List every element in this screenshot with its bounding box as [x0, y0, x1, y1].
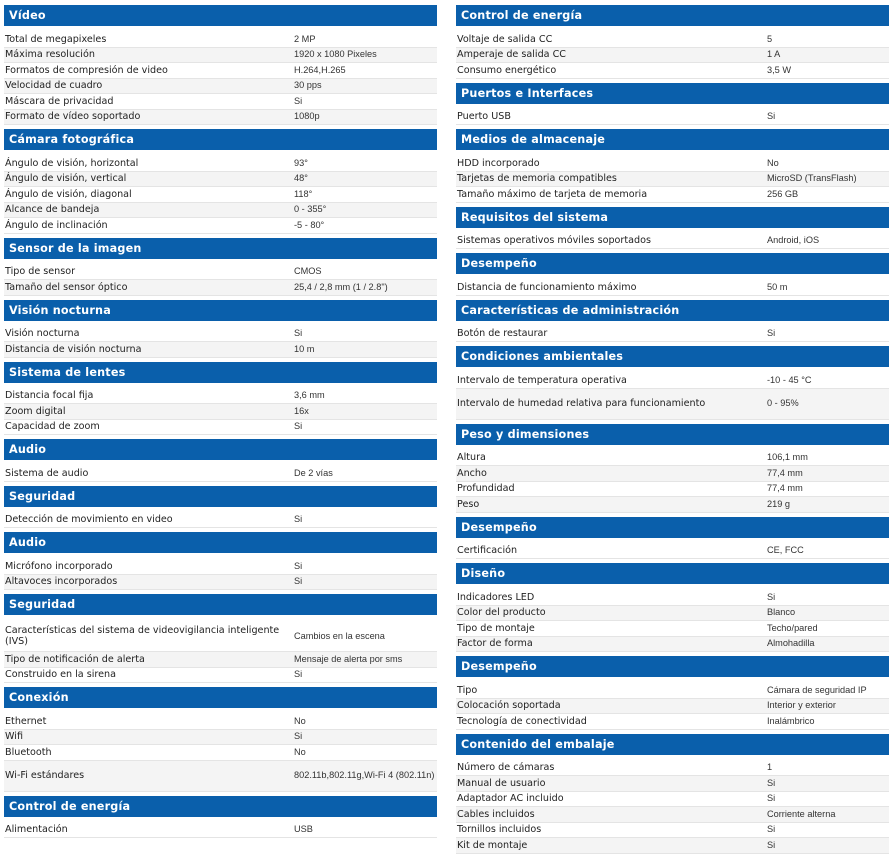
spec-row [4, 404, 437, 420]
spec-rows [4, 823, 437, 839]
spec-row [456, 32, 889, 48]
spec-rows [4, 559, 437, 590]
spec-label: Profundidad [457, 483, 515, 495]
section-header-audio: Audio [4, 439, 437, 460]
spec-value: Inalámbrico [767, 715, 815, 726]
spec-label: Alimentación [5, 824, 68, 836]
spec-label: Tornillos incluidos [457, 824, 542, 836]
spec-label: Tipo de montaje [457, 622, 535, 634]
spec-label: Visión nocturna [5, 328, 80, 340]
spec-value: Si [294, 95, 303, 106]
spec-row [4, 342, 437, 358]
spec-rows [456, 110, 889, 126]
spec-row [456, 110, 889, 126]
spec-row [456, 838, 889, 854]
section-header-medios-de-almacenaje: Medios de almacenaje [456, 129, 889, 150]
section-header-diseno: Diseño [456, 563, 889, 584]
spec-label: Distancia focal fija [5, 390, 94, 402]
section-header-audio: Audio [4, 532, 437, 553]
spec-row [4, 559, 437, 575]
spec-row [456, 807, 889, 823]
spec-label: Tamaño del sensor óptico [5, 281, 128, 293]
spec-row [4, 745, 437, 761]
spec-row [456, 606, 889, 622]
spec-row [4, 730, 437, 746]
spec-row [456, 761, 889, 777]
spec-label: Micrófono incorporado [5, 560, 113, 572]
spec-value: Mensaje de alerta por sms [294, 653, 403, 664]
spec-rows [456, 761, 889, 854]
spec-row [4, 79, 437, 95]
spec-row [4, 32, 437, 48]
spec-value: 0 - 355° [294, 204, 327, 215]
spec-value: Interior y exterior [767, 700, 836, 711]
spec-label: Intervalo de humedad relativa para funcionamiento [457, 398, 706, 409]
spec-value: 10 m [294, 343, 315, 354]
spec-label: Kit de montaje [457, 839, 528, 851]
spec-rows [456, 327, 889, 343]
spec-row [4, 156, 437, 172]
spec-rows [4, 621, 437, 683]
spec-value: Si [767, 591, 776, 602]
spec-value: Si [294, 328, 303, 339]
spec-label: Amperaje de salida CC [457, 49, 567, 61]
section-header-requisitos-del-sistema: Requisitos del sistema [456, 207, 889, 228]
spec-rows [456, 590, 889, 652]
spec-rows [4, 714, 437, 792]
section-header-sistema-de-lentes: Sistema de lentes [4, 362, 437, 383]
spec-label: Ángulo de inclinación [5, 219, 108, 231]
spec-row [456, 683, 889, 699]
spec-label: Voltaje de salida CC [457, 33, 553, 45]
spec-row [4, 466, 437, 482]
spec-value: 93° [294, 157, 308, 168]
spec-rows [4, 156, 437, 234]
spec-row [456, 48, 889, 64]
spec-row [4, 280, 437, 296]
spec-label: Máxima resolución [5, 49, 95, 61]
spec-value: USB [294, 824, 313, 835]
spec-value: Techo/pared [767, 622, 818, 633]
spec-row [4, 621, 437, 652]
spec-label: Tecnología de conectividad [457, 715, 587, 727]
section-header-desempeno: Desempeño [456, 656, 889, 677]
spec-value: -10 - 45 °C [767, 374, 812, 385]
spec-label: Intervalo de temperatura operativa [457, 374, 627, 386]
spec-label: Alcance de bandeja [5, 204, 100, 216]
spec-value: Almohadilla [767, 638, 815, 649]
section-header-sensor-de-la-imagen: Sensor de la imagen [4, 238, 437, 259]
spec-row [456, 590, 889, 606]
spec-row [4, 652, 437, 668]
spec-value: Si [767, 777, 776, 788]
spec-rows [4, 327, 437, 358]
section-header-control-de-energia: Control de energía [4, 796, 437, 817]
spec-value: 2 MP [294, 33, 316, 44]
spec-value: 0 - 95% [767, 398, 799, 408]
spec-column-left [4, 5, 437, 842]
spec-label: Wifi [5, 731, 23, 743]
section-header-peso-y-dimensiones: Peso y dimensiones [456, 424, 889, 445]
spec-rows [4, 389, 437, 436]
spec-value: Si [767, 839, 776, 850]
spec-value: Si [294, 731, 303, 742]
spec-rows [4, 466, 437, 482]
spec-label: Ancho [457, 467, 487, 479]
spec-row [4, 203, 437, 219]
spec-label: Peso [457, 498, 480, 510]
spec-row [456, 466, 889, 482]
spec-label: Color del producto [457, 607, 546, 619]
spec-label: Puerto USB [457, 111, 511, 123]
spec-value: No [767, 157, 779, 168]
spec-row [456, 482, 889, 498]
spec-row [456, 389, 889, 420]
spec-rows [456, 32, 889, 79]
spec-value: 3,5 W [767, 64, 791, 75]
spec-label: Velocidad de cuadro [5, 80, 103, 92]
spec-label: Capacidad de zoom [5, 421, 100, 433]
section-header-caracteristicas-de-administracion: Características de administración [456, 300, 889, 321]
spec-rows [4, 32, 437, 125]
spec-row [4, 823, 437, 839]
spec-label: Manual de usuario [457, 777, 546, 789]
spec-label: Sistemas operativos móviles soportados [457, 235, 651, 247]
spec-label: Certificación [457, 545, 518, 557]
spec-value: Corriente alterna [767, 808, 836, 819]
spec-label: Colocación soportada [457, 700, 561, 712]
spec-value: Blanco [767, 607, 796, 618]
section-header-desempeno: Desempeño [456, 517, 889, 538]
spec-label: Ángulo de visión, horizontal [5, 157, 139, 169]
spec-row [456, 451, 889, 467]
section-header-control-de-energia: Control de energía [456, 5, 889, 26]
spec-label: Formatos de compresión de video [5, 64, 168, 76]
spec-value: 256 GB [767, 188, 799, 199]
section-header-vision-nocturna: Visión nocturna [4, 300, 437, 321]
spec-row [4, 513, 437, 529]
spec-label: Tamaño máximo de tarjeta de memoria [457, 188, 648, 200]
spec-row [4, 389, 437, 405]
spec-row [4, 218, 437, 234]
spec-rows [456, 683, 889, 730]
spec-rows [456, 373, 889, 420]
spec-row [456, 172, 889, 188]
spec-label: Cables incluidos [457, 808, 535, 820]
section-header-camara-fotografica: Cámara fotográfica [4, 129, 437, 150]
spec-label: Bluetooth [5, 746, 52, 758]
spec-value: 50 m [767, 281, 788, 292]
section-header-contenido-del-embalaje: Contenido del embalaje [456, 734, 889, 755]
spec-rows [456, 156, 889, 203]
spec-value: 1 A [767, 49, 781, 60]
spec-value: 16x [294, 405, 309, 416]
spec-row [456, 714, 889, 730]
spec-label: Distancia de funcionamiento máximo [457, 281, 637, 293]
spec-value: Cambios en la escena [294, 630, 385, 641]
spec-value: Si [294, 669, 303, 680]
spec-value: 219 g [767, 498, 790, 509]
spec-row [4, 110, 437, 126]
spec-value: Si [767, 111, 776, 122]
spec-label: Adaptador AC incluido [457, 793, 564, 805]
spec-label: Tipo de notificación de alerta [5, 653, 145, 665]
spec-label: Consumo energético [457, 64, 557, 76]
spec-value: 1080p [294, 111, 320, 122]
spec-value: 106,1 mm [767, 452, 808, 463]
spec-row [4, 761, 437, 792]
spec-row [4, 265, 437, 281]
spec-value: Si [767, 824, 776, 835]
spec-value: 118° [294, 188, 313, 199]
spec-value: Si [294, 576, 303, 587]
spec-label: Tipo [457, 684, 478, 696]
spec-value: 30 pps [294, 80, 322, 91]
spec-value: No [294, 715, 306, 726]
section-header-seguridad: Seguridad [4, 594, 437, 615]
spec-value: CMOS [294, 266, 322, 277]
spec-label: Factor de forma [457, 638, 533, 650]
spec-label: Altavoces incorporados [5, 576, 118, 588]
spec-value: 1 [767, 762, 773, 773]
spec-value: MicroSD (TransFlash) [767, 173, 857, 184]
spec-rows [4, 513, 437, 529]
spec-rows [456, 234, 889, 250]
spec-row [4, 668, 437, 684]
spec-value: 77,4 mm [767, 467, 803, 478]
spec-label: Distancia de visión nocturna [5, 343, 142, 355]
spec-value: Si [294, 421, 303, 432]
spec-row [456, 373, 889, 389]
section-header-video: Vídeo [4, 5, 437, 26]
spec-row [4, 172, 437, 188]
spec-value: 3,6 mm [294, 390, 325, 401]
spec-row [456, 497, 889, 513]
spec-row [456, 187, 889, 203]
spec-row [456, 637, 889, 653]
spec-value: 25,4 / 2,8 mm (1 / 2.8") [294, 281, 388, 292]
spec-row [456, 327, 889, 343]
spec-row [4, 94, 437, 110]
spec-label: Máscara de privacidad [5, 95, 114, 107]
spec-value: Si [767, 793, 776, 804]
spec-label: Tarjetas de memoria compatibles [457, 173, 617, 185]
spec-value: 5 [767, 33, 773, 44]
spec-rows [4, 265, 437, 296]
spec-row [4, 48, 437, 64]
spec-label: Detección de movimiento en video [5, 514, 173, 526]
spec-row [456, 156, 889, 172]
spec-value: De 2 vías [294, 467, 333, 478]
section-header-puertos-e-interfaces: Puertos e Interfaces [456, 83, 889, 104]
spec-value: Si [294, 560, 303, 571]
spec-label: Altura [457, 452, 486, 464]
spec-rows [456, 451, 889, 513]
spec-value: 77,4 mm [767, 483, 803, 494]
section-header-seguridad: Seguridad [4, 486, 437, 507]
spec-label: Botón de restaurar [457, 328, 548, 340]
spec-row [456, 234, 889, 250]
spec-label: Ethernet [5, 715, 47, 727]
spec-value: Si [767, 328, 776, 339]
spec-label: Tipo de sensor [5, 266, 76, 278]
spec-row [456, 792, 889, 808]
spec-row [4, 187, 437, 203]
spec-row [456, 699, 889, 715]
spec-row [4, 327, 437, 343]
spec-label: Indicadores LED [457, 591, 535, 603]
spec-label: Construido en la sirena [5, 669, 116, 681]
spec-value: 802.11b,802.11g,Wi-Fi 4 (802.11n) [294, 770, 435, 780]
spec-label: Wi-Fi estándares [5, 770, 85, 781]
spec-column-right [456, 5, 889, 858]
spec-row [4, 63, 437, 79]
spec-value: H.264,H.265 [294, 64, 346, 75]
section-header-conexion: Conexión [4, 687, 437, 708]
spec-label: Zoom digital [5, 405, 66, 417]
spec-rows [456, 280, 889, 296]
spec-label: Sistema de audio [5, 467, 89, 479]
spec-row [456, 544, 889, 560]
spec-label: Características del sistema de videovigilancia inteligente (IVS) [5, 625, 280, 647]
spec-value: 1920 x 1080 Pixeles [294, 49, 377, 60]
spec-label: HDD incorporado [457, 157, 540, 169]
spec-row [456, 621, 889, 637]
spec-value: No [294, 746, 306, 757]
spec-value: Cámara de seguridad IP [767, 684, 867, 695]
spec-label: Total de megapixeles [5, 33, 107, 45]
spec-row [456, 63, 889, 79]
spec-value: Si [294, 514, 303, 525]
spec-value: CE, FCC [767, 545, 804, 556]
spec-row [456, 823, 889, 839]
spec-row [4, 575, 437, 591]
spec-label: Ángulo de visión, vertical [5, 173, 127, 185]
spec-row [4, 714, 437, 730]
spec-label: Ángulo de visión, diagonal [5, 188, 132, 200]
section-header-condiciones-ambientales: Condiciones ambientales [456, 346, 889, 367]
spec-label: Número de cámaras [457, 762, 555, 774]
spec-value: Android, iOS [767, 235, 820, 246]
spec-row [4, 420, 437, 436]
section-header-desempeno: Desempeño [456, 253, 889, 274]
spec-value: -5 - 80° [294, 219, 325, 230]
spec-label: Formato de vídeo soportado [5, 111, 141, 123]
spec-row [456, 280, 889, 296]
spec-value: 48° [294, 173, 308, 184]
spec-rows [456, 544, 889, 560]
